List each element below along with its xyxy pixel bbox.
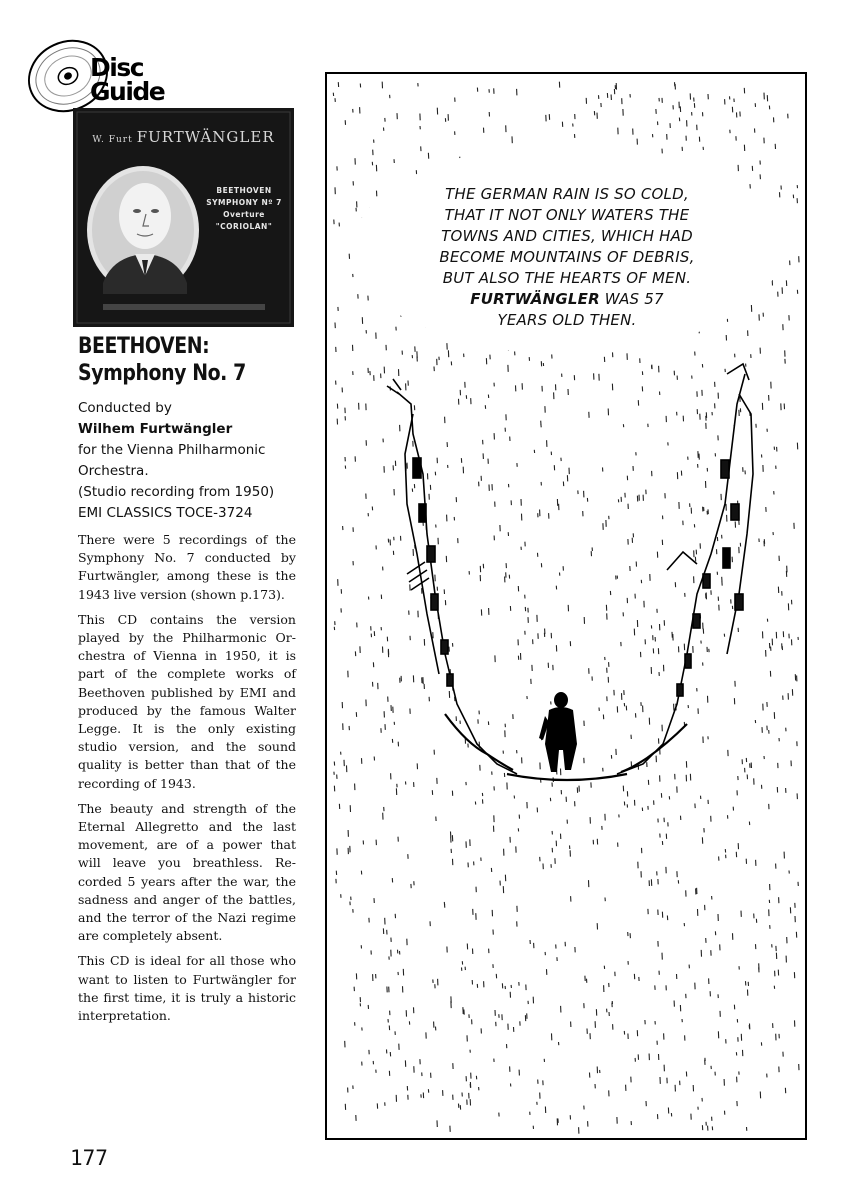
cover-line: Overture: [223, 210, 265, 219]
paragraph: There were 5 recordings of the Symphony No. 7 conducted by Furtwängler, among these is the 1943 live version (shown p.173).: [78, 532, 296, 602]
credits-line: (Studio recording from 1950): [78, 484, 275, 500]
paragraph: The beauty and strength of the Eternal Allegretto and the last movement, are of a power that will leave you breathless. Recorded 5 years after the war, the sadness and anger of the battles, and the terror of the Nazi regime are completely absent.: [78, 800, 296, 944]
right-ruined-building: [617, 364, 753, 774]
cover-line: BEETHOVEN: [216, 186, 272, 195]
disc-guide-header: [22, 30, 182, 120]
album-title-line1: BEETHOVEN:: [78, 334, 210, 359]
disc-guide-label: [90, 53, 165, 106]
credits-line: Conducted by: [78, 400, 172, 416]
paragraph: This CD contains the version played by the Philharmonic Orchestra of Vienna in 1950, it is part of the complete works of Beethoven published by EMI and produced by the famous Walter Legge. It is the only existing studio version, and the sound quality is better than that of the recording of 1943.: [78, 611, 296, 791]
album-cover: [73, 108, 294, 327]
catalog-number: EMI CLASSICS TOCE-3724: [78, 505, 253, 521]
credits-line: for the Vienna Philharmonic: [78, 442, 266, 458]
paragraph: This CD is ideal for all those who want to listen to Furtwängler for the first time, it is truly a historic interpretation.: [78, 953, 296, 1024]
caption-line: [357, 289, 777, 310]
album-title: [78, 333, 308, 387]
caption-line: BUT ALSO THE HEARTS OF MEN.: [442, 269, 692, 287]
credits-line: Orchestra.: [78, 463, 149, 479]
credits: [78, 398, 318, 524]
caption-line: BECOME MOUNTAINS OF DEBRIS,: [439, 248, 695, 266]
caption-line: THE GERMAN RAIN IS SO COLD,: [445, 185, 689, 203]
cover-title: [73, 128, 294, 146]
cover-title-main: FURTWÄNGLER: [136, 128, 275, 146]
caption-line: TOWNS AND CITIES, WHICH HAD: [441, 227, 693, 245]
cover-line: SYMPHONY Nº 7: [206, 198, 282, 207]
review-text: [78, 531, 296, 1032]
disc-label: Disc: [90, 53, 144, 82]
street-debris: [507, 774, 627, 780]
caption-line-rest: WAS 57: [599, 290, 664, 308]
caption-emphasis: FURTWÄNGLER: [470, 290, 600, 308]
caption-line: YEARS OLD THEN.: [497, 311, 637, 329]
conductor-name: Wilhem Furtwängler: [78, 421, 233, 437]
comic-panel: [325, 72, 807, 1140]
narration-caption: [357, 184, 777, 331]
caption-line: THAT IT NOT ONLY WATERS THE: [444, 206, 690, 224]
cover-text: [203, 185, 285, 233]
cover-line: "CORIOLAN": [215, 222, 273, 231]
album-title-line2: Symphony No. 7: [78, 361, 246, 386]
page-number: 177: [70, 1146, 108, 1170]
cover-title-prefix: W. Furt: [92, 135, 133, 145]
left-ruined-building: [387, 379, 517, 774]
guide-label: Guide: [90, 77, 165, 106]
walking-figure: [539, 692, 577, 772]
